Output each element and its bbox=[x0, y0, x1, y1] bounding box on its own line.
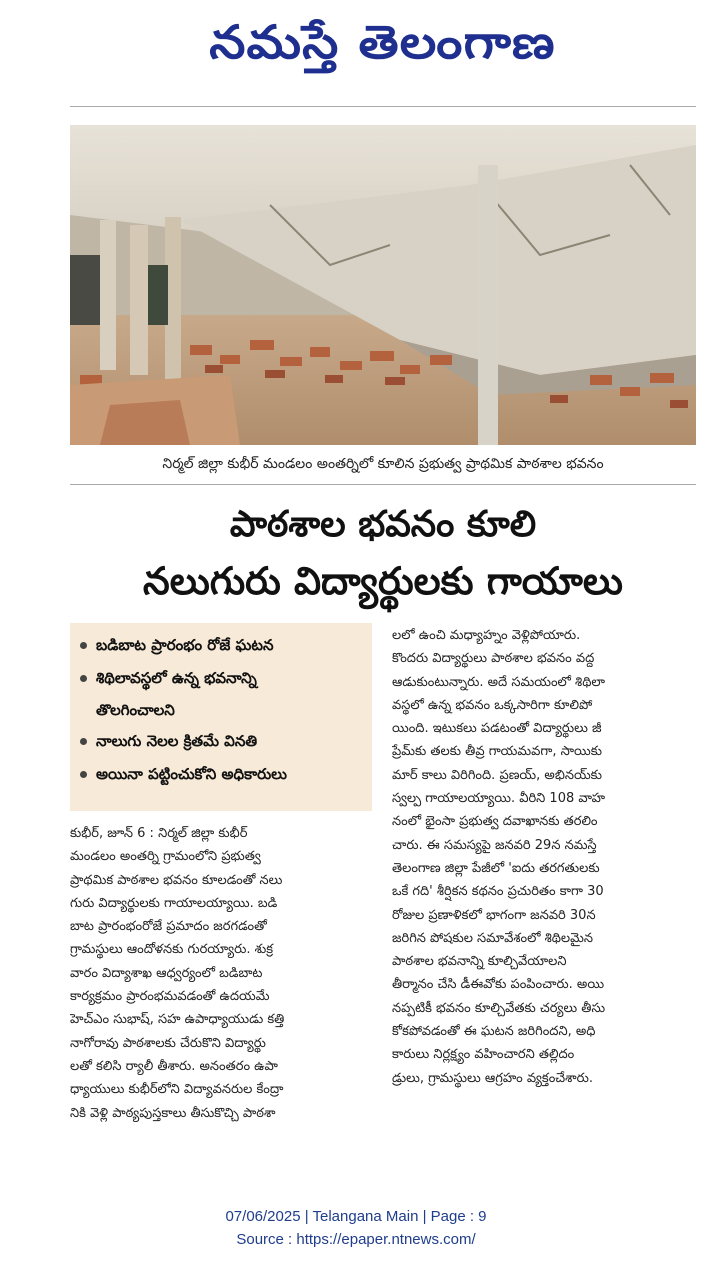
article-line: ఆడుకుంటున్నారు. అదే సమయంలో శిథిలా bbox=[392, 674, 605, 690]
article-line: నంలో భైంసా ప్రభుత్వ దవాఖానకు తరలిం bbox=[392, 814, 598, 830]
article-line: రోజుల ప్రణాళికలో భాగంగా జనవరి 30న bbox=[392, 907, 596, 923]
article-line: పాఠశాల భవనాన్ని కూల్చివేయాలని bbox=[392, 954, 567, 970]
footer-date-edition-page: 07/06/2025 | Telangana Main | Page : 9 bbox=[225, 1208, 487, 1225]
article-line: లతో కలిసి ర్యాలీ తీశారు. అనంతరం ఉపా bbox=[70, 1058, 278, 1074]
article-line: మండలం అంతర్ని గ్రామంలోని ప్రభుత్వ bbox=[70, 849, 261, 865]
highlight-item bbox=[78, 725, 366, 758]
article-line: మార్ కాలు విరిగింది. ప్రణయ్, అభినయ్‌కు bbox=[392, 767, 602, 783]
footer-source-link[interactable]: Source : https://epaper.ntnews.com/ bbox=[236, 1231, 476, 1248]
highlight-text: అయినా పట్టించుకోని అధికారులు bbox=[96, 765, 288, 783]
article-line: కోకపోవడంతో ఈ ఘటన జరిగిందని, అధి bbox=[392, 1024, 596, 1040]
highlight-item bbox=[78, 758, 366, 791]
photo-caption: నిర్మల్ జిల్లా కుభీర్ మండలం అంతర్నిలో కూలిన ప్రభుత్వ ప్రాథమిక పాఠశాల భవనం bbox=[162, 456, 604, 472]
article-line: జరిగిన పోషకుల సమావేశంలో శిథిలమైన bbox=[392, 930, 594, 946]
article-line: గురు విద్యార్థులకు గాయాలయ్యాయి. బడి bbox=[70, 895, 278, 911]
top-divider bbox=[70, 106, 696, 107]
bullet-icon bbox=[80, 675, 87, 682]
news-photo-collapsed-school-building bbox=[70, 125, 696, 445]
headline-line-1: పాఠశాల భవనం కూలి bbox=[229, 504, 537, 545]
article-line: కారులు నిర్లక్ష్యం వహించారని తల్లిదం bbox=[392, 1047, 575, 1063]
bullet-icon bbox=[80, 642, 87, 649]
article-line: ఒకే గది' శీర్షికన కథనం ప్రచురితం కాగా 30 bbox=[392, 884, 604, 900]
highlight-text: శిథిలావస్థలో ఉన్న భవనాన్ని bbox=[96, 669, 257, 687]
article-line: తెలంగాణ జిల్లా పేజీలో 'ఐదు తరగతులకు bbox=[392, 860, 600, 876]
article-line: యింది. ఇటుకలు పడటంతో విద్యార్థులు జీ bbox=[392, 721, 602, 737]
highlight-text: బడిబాట ప్రారంభం రోజే ఘటన bbox=[96, 636, 274, 654]
bullet-icon bbox=[80, 738, 87, 745]
article-line: ధ్యాయులు కుభీర్‌లోని విద్యావనరుల కేంద్రా bbox=[70, 1082, 284, 1098]
article-line: వస్థలో ఉన్న భవనం ఒక్కసారిగా కూలిపో bbox=[392, 697, 593, 713]
article-line: బాట ప్రారంభంరోజే ప్రమాదం జరగడంతో bbox=[70, 919, 267, 935]
article-line: గ్రామస్థులు ఆందోళనకు గురయ్యారు. శుక్ర bbox=[70, 942, 274, 958]
article-line: కార్యక్రమం ప్రారంభమవడంతో ఉదయమే bbox=[70, 989, 270, 1005]
article-line: కొందరు విద్యార్థులు పాఠశాల భవనం వద్ద bbox=[392, 651, 595, 667]
article-line: చారు. ఈ సమస్యపై జనవరి 29న నమస్తే bbox=[392, 837, 597, 853]
bullet-icon bbox=[80, 771, 87, 778]
highlights-box bbox=[70, 623, 372, 811]
highlight-item bbox=[78, 662, 366, 695]
article-left-column bbox=[70, 822, 372, 1125]
caption-divider bbox=[70, 484, 696, 485]
highlight-text: నాలుగు నెలల క్రితమే వినతి bbox=[96, 732, 258, 750]
masthead-logo: నమస్తే తెలంగాణ bbox=[209, 15, 556, 69]
article-line: వారం విద్యాశాఖ ఆధ్వర్యంలో బడిబాట bbox=[70, 965, 263, 981]
article-line: లలో ఉంచి మధ్యాహ్నం వెళ్లిపోయారు. bbox=[392, 628, 581, 643]
article-line: కుభీర్, జూన్ 6 : నిర్మల్ జిల్లా కుభీర్ bbox=[70, 826, 248, 841]
article-line: నాగోరావు పాఠశాలకు చేరుకొని విద్యార్థు bbox=[70, 1035, 266, 1051]
article-line: హెచ్‌ఎం సుభాష్, సహ ఉపాధ్యాయుడు కత్తి bbox=[70, 1012, 285, 1028]
article-line: ప్రేమ్‌కు తలకు తీవ్ర గాయమవగా, సాయికు bbox=[392, 744, 603, 760]
article-line: నప్పటికీ భవనం కూల్చివేతకు చర్యలు తీసు bbox=[392, 1000, 606, 1016]
headline-line-2: నలుగురు విద్యార్థులకు గాయాలు bbox=[143, 559, 623, 603]
article-line: నికి వెళ్లి పాఠ్యపుస్తకాలు తీసుకొచ్చి పాఠశా bbox=[70, 1105, 276, 1121]
highlight-item bbox=[78, 629, 366, 662]
article-line: స్వల్ప గాయాలయ్యాయి. వీరిని 108 వాహ bbox=[392, 791, 606, 807]
article-line: తీర్మానం చేసి డీఈవోకు పంపించారు. అయి bbox=[392, 977, 605, 993]
article-right-column bbox=[392, 624, 696, 1090]
article-line: ప్రాథమిక పాఠశాల భవనం కూలడంతో నలు bbox=[70, 872, 283, 888]
highlight-continuation: తొలగించాలని bbox=[96, 701, 175, 719]
article-line: డ్రులు, గ్రామస్థులు ఆగ్రహం వ్యక్తంచేశారు. bbox=[392, 1070, 593, 1086]
